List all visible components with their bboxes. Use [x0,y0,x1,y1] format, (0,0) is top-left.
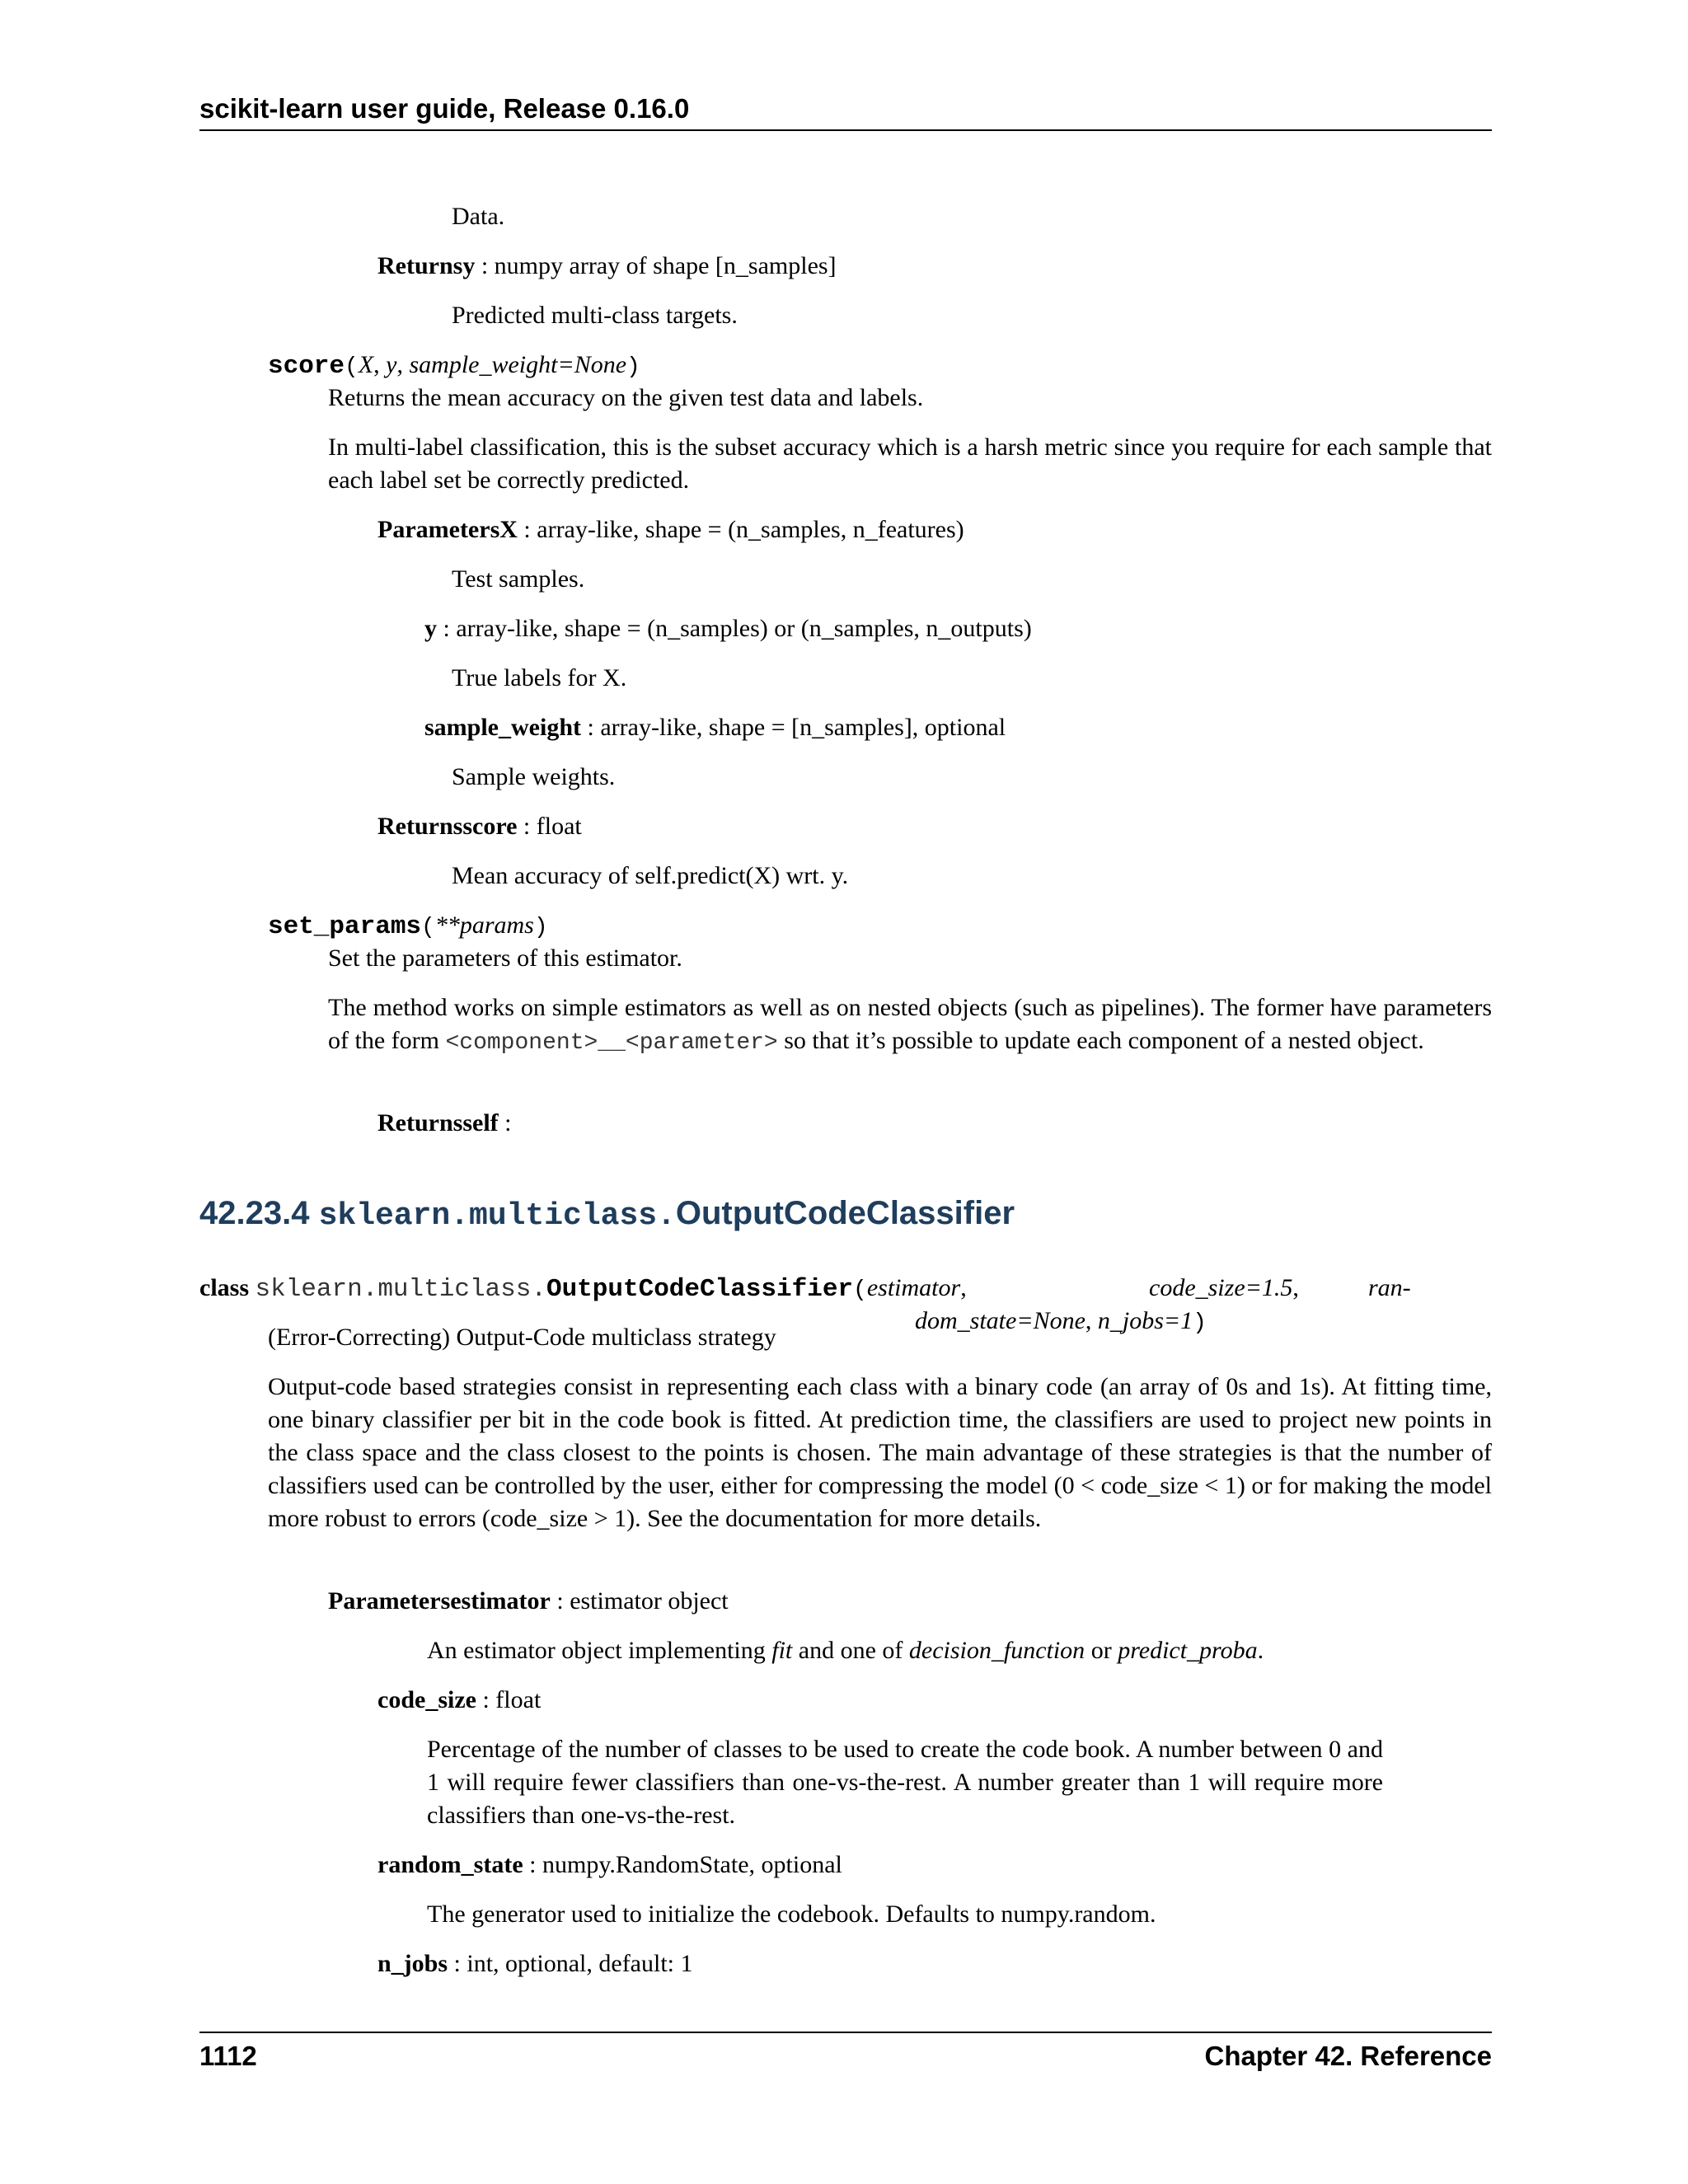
predict-returns-line [377,250,837,283]
class-summary: (Error-Correcting) Output-Code multiclass strategy [268,1324,776,1351]
data-description: Data. [452,203,505,230]
class-paragraph: Output-code based strategies consist in representing each class with a binary code (an array of 0s and 1s). At fitting time, one binary classifier per bit in the code book is fitted. At prediction time, the classifiers are used to project new points in the class space and the class closest to the points is chosen. The main advantage of these strategies is that the number of classifiers used can be controlled by the user, either for compressing the model (0 < code_size < 1) or for making the model more robust to errors (code_size > 1). See the documentation for more details. [268,1373,1492,1532]
running-header: scikit-learn user guide, Release 0.16.0 [199,93,690,124]
param-sw-desc: Sample weights. [452,763,616,790]
code-size-desc: Percentage of the number of classes to be used to create the code book. A number between 0 and 1 will require fewer classifiers than one-vs-the-rest. A number greater than 1 will require more classifiers than one-vs-the-rest. [427,1736,1383,1829]
estimator-desc: An estimator object implementing fit and one of decision_function or predict_proba. [427,1637,1264,1664]
class-signature-arg2: code_size=1.5, [1149,1274,1299,1301]
returns-description: Predicted multi-class targets. [452,302,738,329]
score-paragraph: In multi-label classification, this is the subset accuracy which is a harsh metric since you require for each sample that each label set be correctly predicted. [328,434,1492,494]
n-jobs-line: n_jobs : int, optional, default: 1 [377,1950,693,1977]
inline-code: <component>__<parameter> [445,1030,778,1056]
param-y-desc: True labels for X. [452,664,627,691]
score-returns-desc: Mean accuracy of self.predict(X) wrt. y. [452,862,849,889]
score-params-line: ParametersX : array-like, shape = (n_samples, n_features) [377,516,964,543]
set-params-paragraph: The method works on simple estimators as well as on nested objects (such as pipelines). The former have parameters of the form <component>__<parameter> so that it’s possible to update each component of a nested object. [328,994,1492,1056]
score-returns-line: Returnsscore : float [377,813,582,840]
params-label: ParametersX [377,516,518,543]
code-size-line: code_size : float [377,1686,542,1713]
section-heading[interactable]: 42.23.4 sklearn.multiclass.OutputCodeClassifier [199,1195,1015,1234]
class-signature-arg3a: ran- [1368,1274,1411,1301]
class-params-line: Parametersestimator : estimator object [328,1587,729,1615]
method-name-score: score [268,352,345,381]
random-state-desc: The generator used to initialize the codebook. Defaults to numpy.random. [427,1900,1156,1928]
score-signature[interactable]: score(X, y, sample_weight=None) [268,351,640,381]
class-signature-line1[interactable]: class sklearn.multiclass.OutputCodeClassifier(estimator, [199,1274,967,1304]
param-x-desc: Test samples. [452,565,585,593]
returns-type: : numpy array of shape [n_samples] [475,252,837,279]
method-name-set-params: set_params [268,912,422,941]
footer-rule [199,2032,1492,2033]
set-params-returns-line: Returnsself : [377,1109,512,1137]
header-rule [199,129,1492,131]
set-params-signature[interactable]: set_params(**params) [268,912,548,941]
class-name: OutputCodeClassifier [546,1275,854,1304]
param-sw-line: sample_weight : array-like, shape = [n_samples], optional [424,714,1006,741]
page-number: 1112 [199,2041,257,2071]
set-params-description: Set the parameters of this estimator. [328,944,682,972]
returns-label: Returnsy [377,252,476,279]
score-description: Returns the mean accuracy on the given test data and labels. [328,384,924,411]
param-y-line: y : array-like, shape = (n_samples) or (n_samples, n_outputs) [424,615,1032,642]
chapter-label: Chapter 42. Reference [1204,2041,1492,2071]
random-state-line: random_state : numpy.RandomState, optional [377,1851,842,1878]
class-keyword: class [199,1274,249,1301]
class-signature-line2: dom_state=None, n_jobs=1) [915,1307,1207,1336]
